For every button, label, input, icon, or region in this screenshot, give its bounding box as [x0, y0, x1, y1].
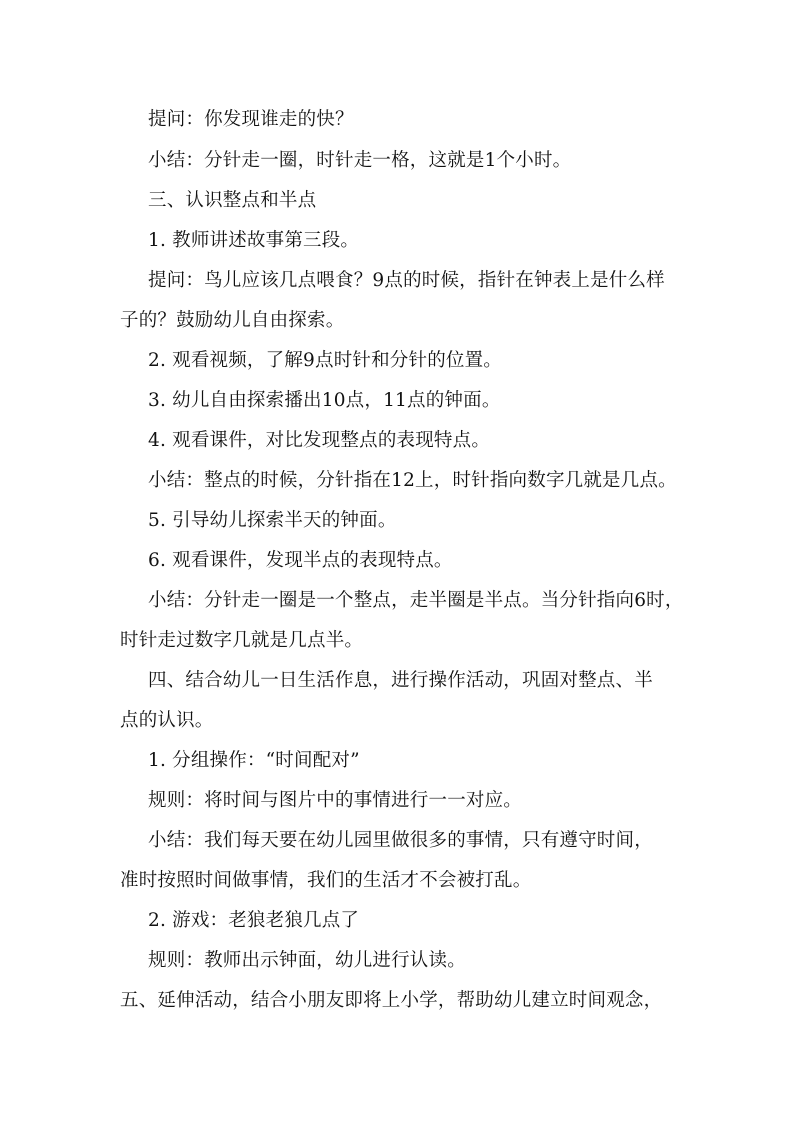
section-heading: 三、认识整点和半点 [148, 190, 317, 211]
paragraph-line: 规则：教师出示钟面，幼儿进行认读。 [148, 950, 466, 971]
paragraph-line: 小结：分针走一圈是一个整点，走半圈是半点。当分针指向6时， [148, 590, 684, 611]
paragraph-line: 准时按照时间做事情，我们的生活才不会被打乱。 [120, 870, 532, 891]
section-heading: 五、延伸活动，结合小朋友即将上小学，帮助幼儿建立时间观念， [120, 990, 663, 1011]
paragraph-line: 4. 观看课件，对比发现整点的表现特点。 [148, 430, 491, 451]
paragraph-line: 6. 观看课件，发现半点的表现特点。 [148, 550, 453, 571]
paragraph-line: 小结：我们每天要在幼儿园里做很多的事情，只有遵守时间， [148, 830, 653, 851]
paragraph-line: 小结：分针走一圈，时针走一格，这就是1个小时。 [148, 150, 572, 171]
paragraph-line: 1. 分组操作：“时间配对” [148, 750, 360, 771]
paragraph-line: 2. 游戏：老狼老狼几点了 [148, 910, 360, 931]
paragraph-line: 时针走过数字几就是几点半。 [120, 630, 364, 651]
paragraph-line: 5. 引导幼儿探索半天的钟面。 [148, 510, 397, 531]
paragraph-line: 3. 幼儿自由探索播出10点，11点的钟面。 [148, 390, 501, 411]
paragraph-line: 规则：将时间与图片中的事情进行一一对应。 [148, 790, 523, 811]
paragraph-line: 提问：你发现谁走的快？ [148, 109, 354, 130]
section-heading: 四、结合幼儿一日生活作息，进行操作活动，巩固对整点、半 [148, 670, 653, 691]
paragraph-line: 提问：鸟儿应该几点喂食？9点的时候，指针在钟表上是什么样 [148, 270, 665, 291]
paragraph-line: 子的？鼓励幼儿自由探索。 [120, 310, 345, 331]
paragraph-line: 1. 教师讲述故事第三段。 [148, 230, 360, 251]
paragraph-line: 小结：整点的时候，分针指在12上，时针指向数字几就是几点。 [148, 470, 677, 491]
paragraph-line: 2. 观看视频，了解9点时针和分针的位置。 [148, 350, 503, 371]
section-heading: 点的认识。 [120, 710, 214, 731]
